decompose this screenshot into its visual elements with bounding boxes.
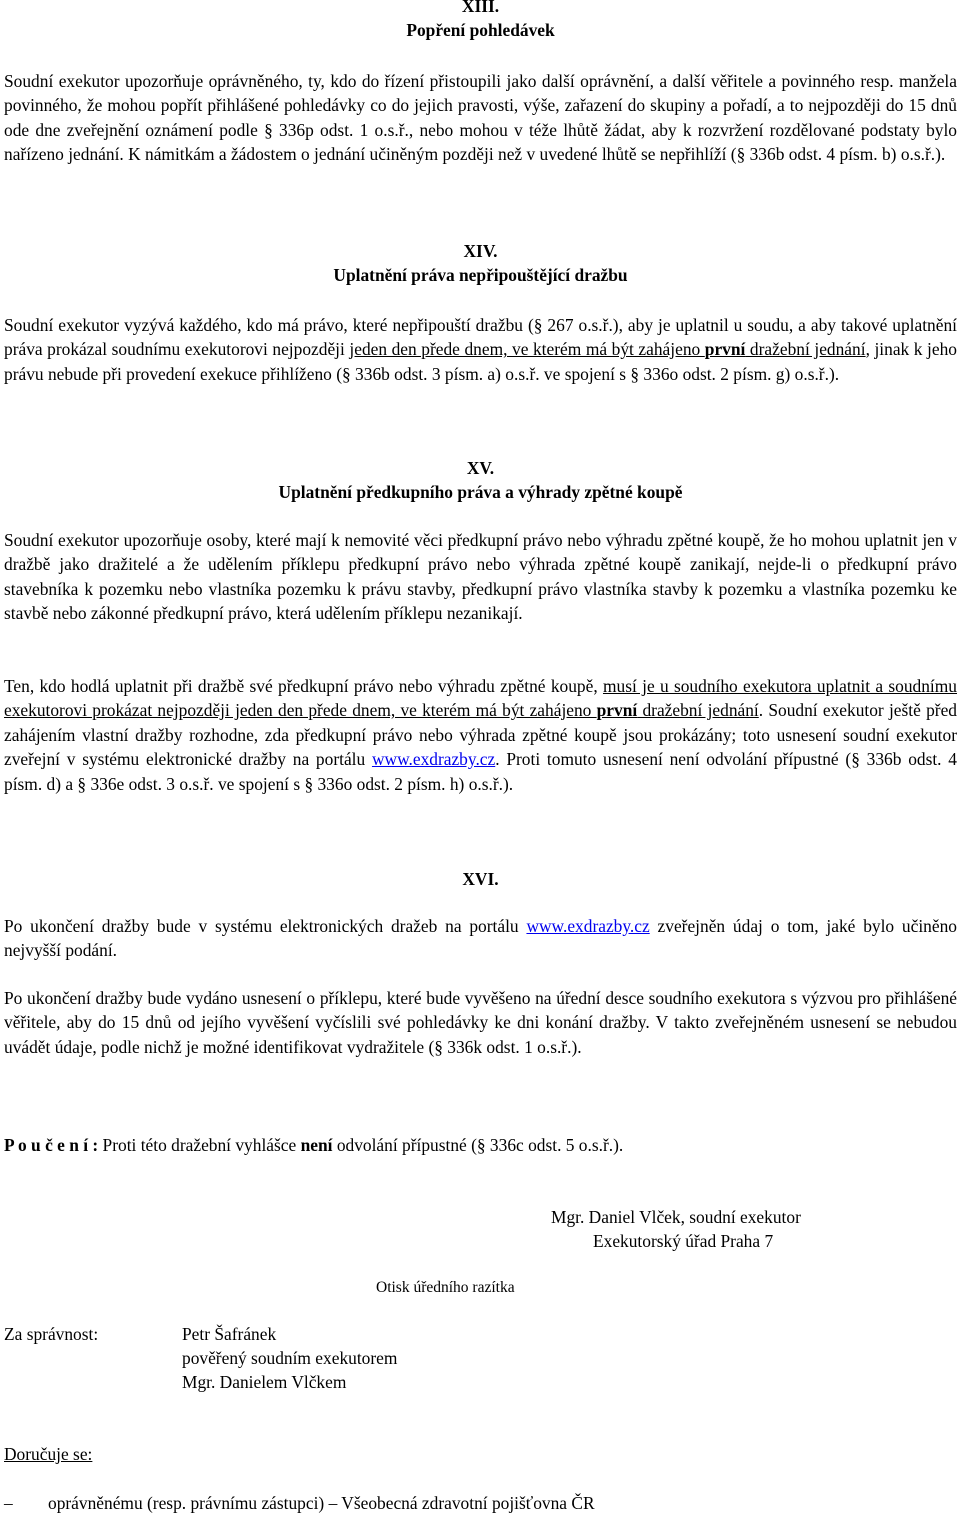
section-14-paragraph: Soudní exekutor vyzývá každého, kdo má právo, které nepřipouští dražbu (§ 267 o.s.ř.), aby je uplatnil u soudu, a aby takové uplatnění práva prokázal soudnímu exekutorovi nejpozději jeden den přede dnem, ve kterém má být zahájeno první dražební jednání, jinak k jeho právu nebude při provedení exekuce přihlíženo (§ 336b odst. 3 písm. a) o.s.ř. ve spojení s § 336o odst. 2 písm. g) o.s.ř.).: [4, 315, 958, 384]
correctness-name: Petr Šafránek: [182, 1324, 277, 1344]
section-15-title: Uplatnění předkupního práva a výhrady zpětné koupě: [278, 482, 683, 503]
delivery-dash: –: [4, 1493, 13, 1513]
section-16-paragraph-2: Po ukončení dražby bude vydáno usnesení o příklepu, které bude vyvěšeno na úřední desce soudního exekutora s výzvou pro přihlášené věřitele, aby do 15 dnů od jejího vyvěšení vyčíslili své pohledávky ke dni konání dražby. V takto zveřejněném usnesení se nebudou uvádět údaje, podle nichž je možné identifikovat vydražitele (§ 336k odst. 1 o.s.ř.).: [4, 988, 957, 1057]
pouceni-line: P o u č e n í : Proti této dražební vyhlášce není odvolání přípustné (§ 336c odst. 5 o.s.ř.).: [4, 1135, 624, 1155]
signature-name: Mgr. Daniel Vlček, soudní exekutor: [551, 1207, 801, 1227]
correctness-label: Za správnost:: [4, 1324, 99, 1344]
stamp-placeholder: Otisk úředního razítka: [376, 1279, 515, 1296]
exdrazby-link[interactable]: www.exdrazby.cz: [526, 916, 650, 936]
delivery-item: oprávněnému (resp. právnímu zástupci) – Všeobecná zdravotní pojišťovna ČR: [48, 1493, 595, 1513]
signature-office: Exekutorský úřad Praha 7: [593, 1231, 774, 1251]
section-13-number: XIII.: [461, 0, 500, 16]
section-13-title: Popření pohledávek: [406, 20, 555, 41]
section-14-number: XIV.: [463, 241, 498, 261]
section-15-number: XV.: [466, 458, 495, 478]
section-16-number: XVI.: [462, 869, 499, 889]
section-15-paragraph-2: Ten, kdo hodlá uplatnit při dražbě své předkupní právo nebo výhradu zpětné koupě, musí je u soudního exekutora uplatnit a soudnímu exekutorovi prokázat nejpozději jeden den přede dnem, ve kterém má být zahájeno první dražební jednání. Soudní exekutor ještě před zahájením vlastní dražby rozhodne, zda předkupní právo nebo výhrada zpětné koupě jsou prokázány; toto usnesení soudní exekutor zveřejní v systému elektronické dražby na portálu www.exdrazby.cz. Proti tomuto usnesení není odvolání přípustné (§ 336b odst. 4 písm. d) a § 336e odst. 3 o.s.ř. ve spojení s § 336o odst. 2 písm. h) o.s.ř.).: [4, 676, 957, 794]
section-13-paragraph: Soudní exekutor upozorňuje oprávněného, ty, kdo do řízení přistoupili jako další oprávnění, a další věřitele a povinného resp. manžela povinného, že mohou popřít přihlášené pohledávky co do jejich pravosti, výše, zařazení do skupiny a pořadí, a to nejpozději do 15 dnů ode dne zveřejnění oznámení podle § 336p odst. 1 o.s.ř., nebo mohou v téže lhůtě žádat, aby k rozvržení rozdělované podstaty bylo nařízeno jednání. K námitkám a žádostem o jednání učiněným později než v uvedené lhůtě se nepřihlíží (§ 336b odst. 4 písm. b) o.s.ř.).: [4, 71, 957, 165]
correctness-role: pověřený soudním exekutorem: [182, 1348, 398, 1368]
pouceni-label: P o u č e n í :: [4, 1135, 99, 1155]
section-16-paragraph-1: Po ukončení dražby bude v systému elektronických dražeb na portálu www.exdrazby.cz zveřejněn údaj o tom, jaké bylo učiněno nejvyšší podání.: [4, 916, 957, 961]
exdrazby-link[interactable]: www.exdrazby.cz: [371, 749, 496, 770]
section-15-paragraph-1: Soudní exekutor upozorňuje osoby, které mají k nemovité věci předkupní právo nebo výhradu zpětné koupě, že ho mohou uplatnit jen v dražbě jako dražitelé a že udělením příklepu předkupní právo nebo výhrada zpětné koupě zanikají, nejde-li o předkupní právo stavebníka k pozemku nebo vlastníka pozemku k právu stavby, předkupní právo vlastníka stavby k pozemku a vlastníka pozemku ke stavbě nebo zákonné předkupní právo, která udělením příklepu nezanikají.: [4, 530, 957, 624]
correctness-by: Mgr. Danielem Vlčkem: [182, 1372, 347, 1392]
delivery-label: Doručuje se:: [4, 1444, 93, 1464]
section-14-title: Uplatnění práva nepřipouštějící dražbu: [333, 265, 628, 286]
